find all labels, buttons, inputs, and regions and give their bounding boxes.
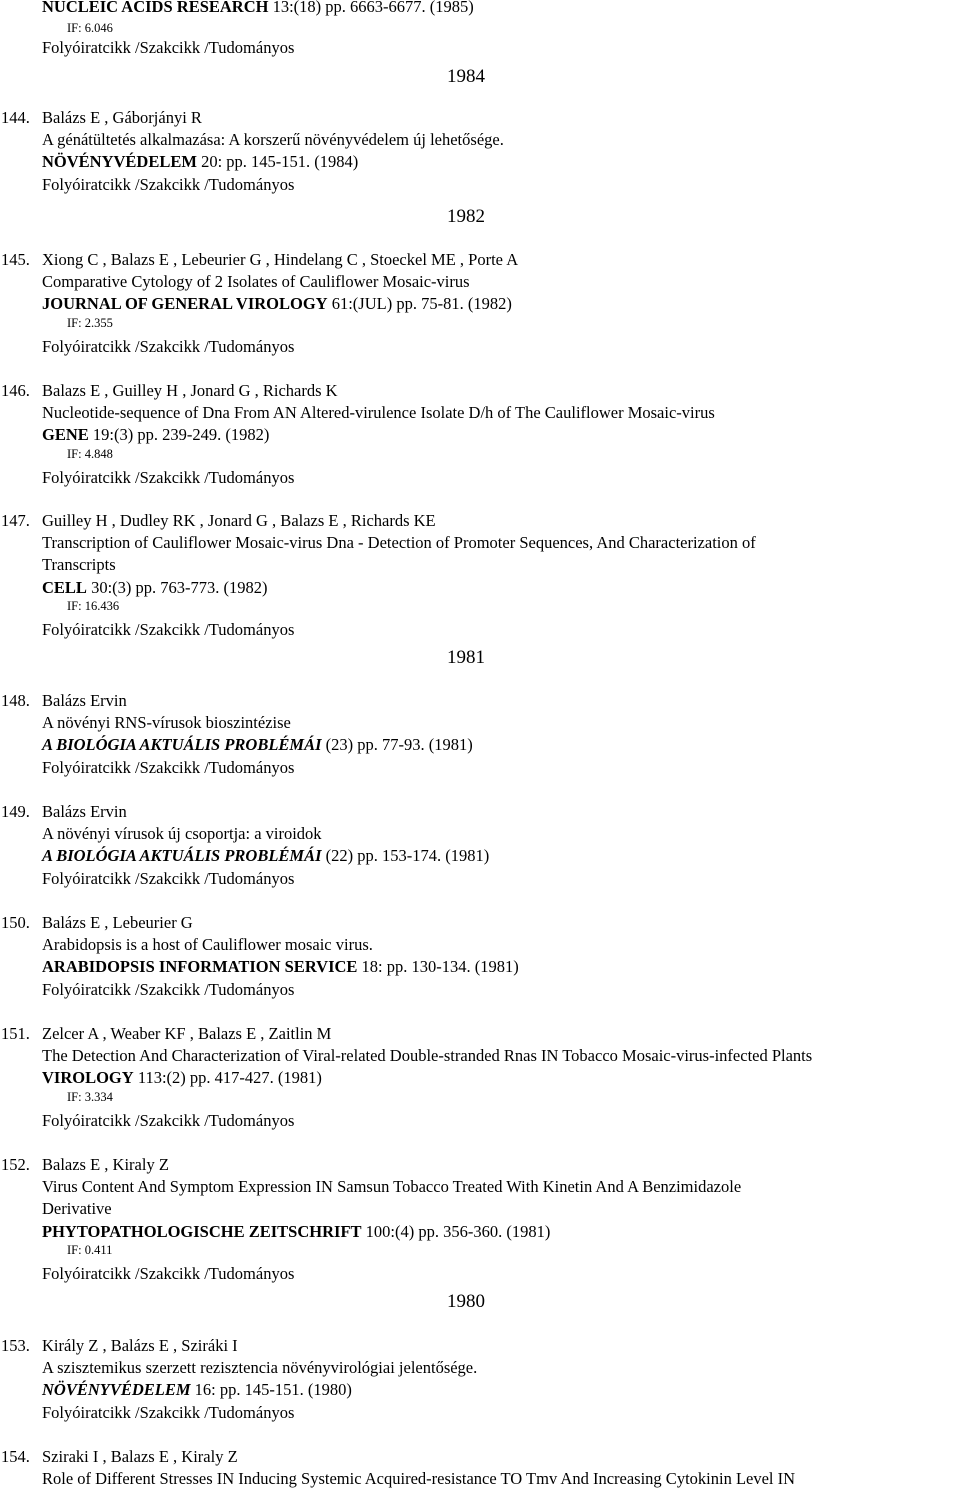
publication-type-text: Folyóiratcikk /Szakcikk /Tudományos <box>42 1110 295 1130</box>
publication-type-text: Folyóiratcikk /Szakcikk /Tudományos <box>42 868 295 888</box>
journal-citation: 16: pp. 145-151. (1980) <box>190 1380 352 1400</box>
entry-title <box>42 271 470 293</box>
entry-title <box>42 934 373 956</box>
journal-line <box>42 0 474 18</box>
year-heading <box>447 206 485 228</box>
impact-factor <box>67 20 113 36</box>
entry-authors: Balázs Ervin <box>42 691 127 710</box>
year-heading <box>447 66 485 88</box>
journal-citation: (22) pp. 153-174. (1981) <box>321 846 490 866</box>
entry-header <box>1 107 202 129</box>
entry-title-text: Transcripts <box>42 555 116 575</box>
entry-title <box>42 402 715 424</box>
entry-number: 152. <box>1 1155 30 1174</box>
journal-citation: 61:(JUL) pp. 75-81. (1982) <box>327 294 512 314</box>
entry-title-text: Comparative Cytology of 2 Isolates of Cauliflower Mosaic-virus <box>42 272 470 292</box>
entry-number: 153. <box>1 1336 30 1355</box>
entry-title-text: Arabidopsis is a host of Cauliflower mosaic virus. <box>42 935 373 955</box>
publication-type <box>42 1402 294 1424</box>
entry-header <box>1 690 127 712</box>
journal-name: A BIOLÓGIA AKTUÁLIS PROBLÉMÁI <box>42 846 322 866</box>
entry-authors: Balázs E , Lebeurier G <box>42 913 193 932</box>
entry-authors: Balazs E , Kiraly Z <box>42 1155 169 1174</box>
entry-journal <box>42 845 489 867</box>
entry-authors: Balázs Ervin <box>42 802 127 821</box>
entry-header <box>1 1154 169 1176</box>
entry-authors: Xiong C , Balazs E , Lebeurier G , Hindelang C , Stoeckel ME , Porte A <box>42 250 519 269</box>
journal-name: NUCLEIC ACIDS RESEARCH <box>42 0 269 16</box>
entry-authors: Guilley H , Dudley RK , Jonard G , Balazs E , Richards KE <box>42 511 436 530</box>
entry-authors: Balázs E , Gáborjányi R <box>42 108 202 127</box>
journal-citation: 113:(2) pp. 417-427. (1981) <box>133 1068 322 1088</box>
entry-authors: Király Z , Balázs E , Sziráki I <box>42 1336 238 1355</box>
entry-number: 144. <box>1 108 30 127</box>
entry-title-text: Derivative <box>42 1199 112 1219</box>
journal-citation: 30:(3) pp. 763-773. (1982) <box>86 577 268 597</box>
entry-authors: Zelcer A , Weaber KF , Balazs E , Zaitlin M <box>42 1024 332 1043</box>
entry-title <box>42 823 322 845</box>
publication-type-text: Folyóiratcikk /Szakcikk /Tudományos <box>42 467 295 487</box>
journal-citation: (23) pp. 77-93. (1981) <box>321 735 473 755</box>
journal-citation: 100:(4) pp. 356-360. (1981) <box>361 1221 551 1241</box>
publication-type <box>42 619 294 641</box>
year-heading-text: 1981 <box>447 647 485 668</box>
entry-journal <box>42 577 268 599</box>
entry-journal <box>42 151 358 173</box>
impact-factor <box>67 1242 112 1258</box>
impact-factor <box>67 315 113 331</box>
entry-header <box>1 1335 238 1357</box>
journal-citation: 19:(3) pp. 239-249. (1982) <box>88 425 270 445</box>
journal-name: CELL <box>42 577 87 597</box>
year-heading-text: 1982 <box>447 206 485 227</box>
entry-title-text: A növényi vírusok új csoportja: a viroidok <box>42 824 322 844</box>
entry-title-text: A szisztemikus szerzett rezisztencia növényvirológiai jelentősége. <box>42 1358 478 1378</box>
entry-title <box>42 1045 812 1067</box>
journal-name: GENE <box>42 425 89 445</box>
impact-factor <box>67 1089 113 1105</box>
publication-type-text: Folyóiratcikk /Szakcikk /Tudományos <box>42 1402 295 1422</box>
entry-title <box>42 554 116 576</box>
publication-type-text: Folyóiratcikk /Szakcikk /Tudományos <box>42 1263 295 1283</box>
entry-number: 148. <box>1 691 30 710</box>
journal-name: A BIOLÓGIA AKTUÁLIS PROBLÉMÁI <box>42 735 322 755</box>
entry-journal <box>42 424 269 446</box>
entry-number: 150. <box>1 913 30 932</box>
entry-title-text: Transcription of Cauliflower Mosaic-virus Dna - Detection of Promoter Sequences, And Characterization of <box>42 533 756 553</box>
publication-type <box>42 868 294 890</box>
entry-title-text: A növényi RNS-vírusok bioszintézise <box>42 713 291 733</box>
journal-citation: 13:(18) pp. 6663-6677. (1985) <box>268 0 474 16</box>
entry-number: 146. <box>1 381 30 400</box>
publication-type-text: Folyóiratcikk /Szakcikk /Tudományos <box>42 38 295 57</box>
publication-type <box>42 37 294 59</box>
impact-factor-value: IF: 0.411 <box>67 1242 113 1257</box>
impact-factor-value: IF: 16.436 <box>67 598 120 613</box>
entry-number: 145. <box>1 250 30 269</box>
entry-authors: Sziraki I , Balazs E , Kiraly Z <box>42 1447 238 1466</box>
publication-type <box>42 1263 294 1285</box>
entry-title-text: The Detection And Characterization of Viral-related Double-stranded Rnas IN Tobacco Mosaic-virus-infected Plants <box>42 1046 813 1066</box>
entry-title-text: A génátültetés alkalmazása: A korszerű növényvédelem új lehetősége. <box>42 130 504 150</box>
entry-header <box>1 801 127 823</box>
journal-name: ARABIDOPSIS INFORMATION SERVICE <box>42 957 358 977</box>
journal-name: JOURNAL OF GENERAL VIROLOGY <box>42 294 328 314</box>
impact-factor <box>67 446 113 462</box>
entry-number: 151. <box>1 1024 30 1043</box>
entry-title-text: Role of Different Stresses IN Inducing Systemic Acquired-resistance TO Tmv And Increasing Cytokinin Level IN <box>42 1469 796 1489</box>
publication-type <box>42 467 294 489</box>
publication-type <box>42 336 294 358</box>
entry-title <box>42 1198 112 1220</box>
publication-type-text: Folyóiratcikk /Szakcikk /Tudományos <box>42 979 295 999</box>
entry-number: 147. <box>1 511 30 530</box>
entry-number: 154. <box>1 1447 30 1466</box>
journal-citation: 20: pp. 145-151. (1984) <box>196 152 359 172</box>
journal-name: PHYTOPATHOLOGISCHE ZEITSCHRIFT <box>42 1221 362 1241</box>
entry-journal <box>42 293 512 315</box>
entry-header <box>1 510 436 532</box>
entry-header <box>1 380 338 402</box>
publication-type <box>42 979 294 1001</box>
entry-journal <box>42 1221 550 1243</box>
journal-citation: 18: pp. 130-134. (1981) <box>357 957 519 977</box>
impact-factor-value: IF: 4.848 <box>67 446 113 461</box>
entry-journal <box>42 734 473 756</box>
year-heading <box>447 647 485 669</box>
impact-factor-value: IF: 6.046 <box>67 21 113 35</box>
entry-journal <box>42 956 519 978</box>
publication-type <box>42 757 294 779</box>
impact-factor-value: IF: 3.334 <box>67 1089 113 1104</box>
entry-journal <box>42 1067 322 1089</box>
entry-header <box>1 1023 331 1045</box>
entry-title-text: Nucleotide-sequence of Dna From AN Altered-virulence Isolate D/h of The Cauliflower Mosaic-virus <box>42 403 715 423</box>
entry-header <box>1 912 193 934</box>
entry-header <box>1 249 518 271</box>
publication-type-text: Folyóiratcikk /Szakcikk /Tudományos <box>42 336 295 356</box>
publication-type-text: Folyóiratcikk /Szakcikk /Tudományos <box>42 619 295 639</box>
publication-type <box>42 174 294 196</box>
entry-title <box>42 1176 741 1198</box>
publication-type-text: Folyóiratcikk /Szakcikk /Tudományos <box>42 174 295 194</box>
publication-type <box>42 1110 294 1132</box>
entry-title-text: Virus Content And Symptom Expression IN Samsun Tobacco Treated With Kinetin And A Benzimidazole <box>42 1177 742 1197</box>
entry-title <box>42 129 504 151</box>
entry-title <box>42 1468 795 1490</box>
entry-header <box>1 1446 238 1468</box>
year-heading <box>447 1291 485 1313</box>
publication-type-text: Folyóiratcikk /Szakcikk /Tudományos <box>42 757 295 777</box>
impact-factor-value: IF: 2.355 <box>67 315 113 330</box>
entry-number: 149. <box>1 802 30 821</box>
journal-name: NÖVÉNYVÉDELEM <box>42 152 197 172</box>
journal-name: VIROLOGY <box>42 1068 134 1088</box>
impact-factor <box>67 598 119 614</box>
year-heading-text: 1984 <box>447 66 485 87</box>
entry-journal <box>42 1379 352 1401</box>
year-heading-text: 1980 <box>447 1291 485 1312</box>
entry-authors: Balazs E , Guilley H , Jonard G , Richards K <box>42 381 338 400</box>
entry-title <box>42 1357 477 1379</box>
entry-title <box>42 532 756 554</box>
journal-name: NÖVÉNYVÉDELEM <box>42 1380 191 1400</box>
entry-title <box>42 712 291 734</box>
